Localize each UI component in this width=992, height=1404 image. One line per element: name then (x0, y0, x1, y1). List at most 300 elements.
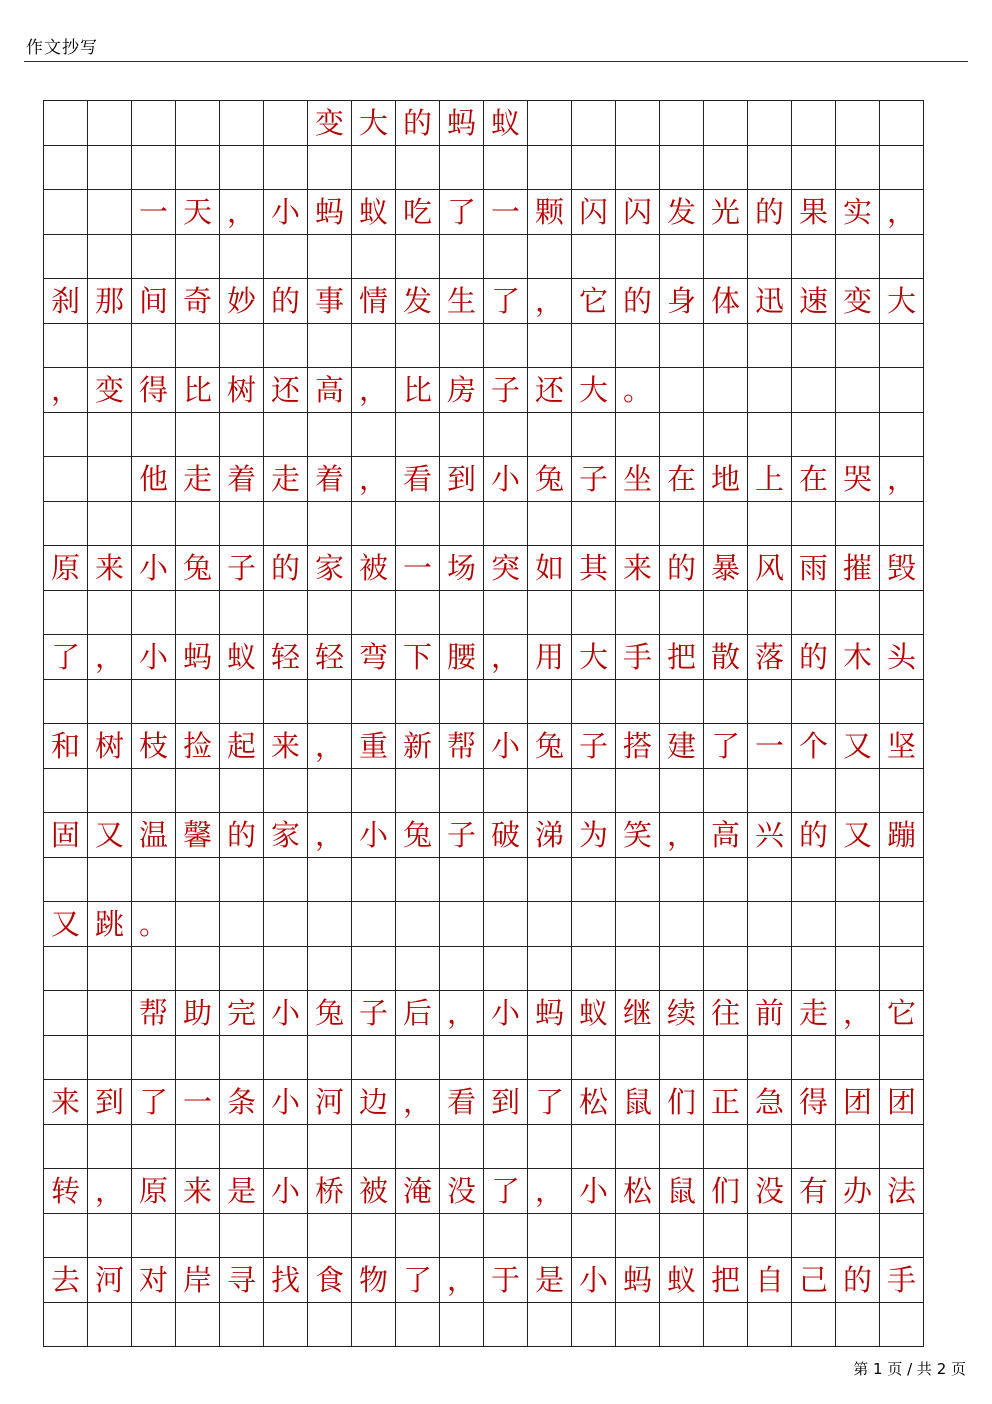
grid-cell (748, 502, 792, 546)
grid-cell: 食 (308, 1258, 352, 1303)
grid-cell (220, 235, 264, 279)
grid-spacer-row (44, 947, 924, 991)
grid-cell (660, 324, 704, 368)
grid-cell (572, 902, 616, 947)
grid-cell (396, 947, 440, 991)
grid-spacer-row (44, 413, 924, 457)
grid-cell (616, 947, 660, 991)
grid-cell (264, 1214, 308, 1258)
grid-cell (660, 591, 704, 635)
grid-cell: 一 (176, 1080, 220, 1125)
grid-cell: 场 (440, 546, 484, 591)
grid-cell (484, 947, 528, 991)
grid-cell (132, 1303, 176, 1347)
grid-cell: ， (220, 190, 264, 235)
grid-cell (44, 769, 88, 813)
page-number: 第 1 页 / 共 2 页 (853, 1360, 966, 1378)
grid-cell (704, 902, 748, 947)
grid-cell (748, 324, 792, 368)
grid-cell (88, 190, 132, 235)
grid-spacer-row (44, 324, 924, 368)
grid-cell (792, 324, 836, 368)
grid-cell: 果 (792, 190, 836, 235)
grid-cell (220, 1036, 264, 1080)
grid-cell: 还 (264, 368, 308, 413)
grid-cell: 固 (44, 813, 88, 858)
grid-cell (484, 1303, 528, 1347)
grid-cell: 的 (220, 813, 264, 858)
grid-cell: 为 (572, 813, 616, 858)
grid-cell: 高 (308, 368, 352, 413)
grid-cell: 下 (396, 635, 440, 680)
grid-cell: ， (880, 457, 924, 502)
grid-cell: 往 (704, 991, 748, 1036)
grid-cell (484, 1125, 528, 1169)
grid-cell (572, 502, 616, 546)
grid-cell: 笑 (616, 813, 660, 858)
grid-cell (440, 324, 484, 368)
grid-cell: 子 (572, 724, 616, 769)
grid-cell (660, 413, 704, 457)
grid-cell (616, 1036, 660, 1080)
grid-cell (440, 769, 484, 813)
grid-cell (88, 413, 132, 457)
grid-cell (352, 413, 396, 457)
grid-cell: 的 (660, 546, 704, 591)
grid-cell: 小 (132, 635, 176, 680)
grid-cell (880, 902, 924, 947)
grid-cell: 己 (792, 1258, 836, 1303)
grid-cell (396, 902, 440, 947)
grid-cell (88, 1036, 132, 1080)
grid-text-row (44, 635, 924, 680)
grid-cell: 走 (264, 457, 308, 502)
grid-cell (836, 368, 880, 413)
grid-cell (396, 324, 440, 368)
grid-cell (88, 680, 132, 724)
grid-text-row (44, 1080, 924, 1125)
grid-cell: 来 (44, 1080, 88, 1125)
grid-cell (396, 1214, 440, 1258)
grid-cell (704, 146, 748, 190)
grid-cell: 前 (748, 991, 792, 1036)
grid-cell (440, 947, 484, 991)
grid-cell: 闪 (616, 190, 660, 235)
grid-cell (616, 413, 660, 457)
grid-cell (616, 1125, 660, 1169)
grid-cell (836, 591, 880, 635)
grid-cell (704, 591, 748, 635)
grid-cell (704, 368, 748, 413)
grid-cell (220, 1125, 264, 1169)
grid-cell: 迅 (748, 279, 792, 324)
grid-cell: 个 (792, 724, 836, 769)
grid-cell: 河 (308, 1080, 352, 1125)
grid-cell (44, 858, 88, 902)
grid-cell (660, 502, 704, 546)
grid-cell: 的 (792, 813, 836, 858)
grid-cell (88, 457, 132, 502)
grid-cell: 手 (880, 1258, 924, 1303)
grid-cell (880, 858, 924, 902)
grid-cell (176, 1036, 220, 1080)
grid-cell (792, 146, 836, 190)
grid-cell (220, 947, 264, 991)
grid-cell: 搭 (616, 724, 660, 769)
grid-cell: 他 (132, 457, 176, 502)
grid-cell: 条 (220, 1080, 264, 1125)
grid-cell: 坚 (880, 724, 924, 769)
grid-cell: 后 (396, 991, 440, 1036)
grid-cell: 其 (572, 546, 616, 591)
grid-cell (836, 858, 880, 902)
grid-cell: 兔 (396, 813, 440, 858)
grid-cell (132, 1036, 176, 1080)
grid-cell: 到 (88, 1080, 132, 1125)
grid-cell: 寻 (220, 1258, 264, 1303)
grid-cell (264, 591, 308, 635)
grid-cell: 原 (132, 1169, 176, 1214)
grid-cell: ， (440, 1258, 484, 1303)
grid-cell (220, 146, 264, 190)
grid-cell (264, 769, 308, 813)
grid-cell: 闪 (572, 190, 616, 235)
grid-cell: 桥 (308, 1169, 352, 1214)
grid-cell: 的 (396, 101, 440, 146)
grid-cell (132, 591, 176, 635)
grid-cell: 蚁 (352, 190, 396, 235)
grid-cell: 原 (44, 546, 88, 591)
grid-cell (484, 769, 528, 813)
grid-cell: 坐 (616, 457, 660, 502)
grid-text-row (44, 190, 924, 235)
grid-cell (440, 413, 484, 457)
grid-cell (352, 1125, 396, 1169)
grid-cell (880, 101, 924, 146)
grid-cell (660, 235, 704, 279)
grid-cell (264, 324, 308, 368)
grid-cell (792, 769, 836, 813)
grid-cell (88, 1214, 132, 1258)
grid-cell (528, 902, 572, 947)
grid-cell: 小 (572, 1258, 616, 1303)
grid-cell (220, 1214, 264, 1258)
grid-cell (132, 235, 176, 279)
grid-cell: 又 (836, 813, 880, 858)
grid-cell (88, 947, 132, 991)
grid-cell (440, 858, 484, 902)
grid-cell (880, 146, 924, 190)
grid-cell (176, 1303, 220, 1347)
grid-cell (132, 324, 176, 368)
grid-cell (748, 769, 792, 813)
grid-cell (44, 502, 88, 546)
grid-cell (616, 858, 660, 902)
grid-cell: 如 (528, 546, 572, 591)
grid-cell (660, 680, 704, 724)
grid-cell: 得 (792, 1080, 836, 1125)
grid-cell (528, 324, 572, 368)
grid-cell (704, 413, 748, 457)
grid-cell (88, 235, 132, 279)
grid-cell (88, 591, 132, 635)
grid-cell (132, 680, 176, 724)
grid-cell: 速 (792, 279, 836, 324)
grid-cell: 继 (616, 991, 660, 1036)
grid-cell: 还 (528, 368, 572, 413)
grid-cell (704, 1036, 748, 1080)
grid-cell (132, 413, 176, 457)
grid-cell (572, 413, 616, 457)
grid-cell: 一 (132, 190, 176, 235)
grid-cell (704, 502, 748, 546)
grid-cell: 树 (220, 368, 264, 413)
grid-cell (616, 680, 660, 724)
grid-cell: 的 (836, 1258, 880, 1303)
grid-cell (220, 1303, 264, 1347)
grid-cell (748, 902, 792, 947)
grid-cell (660, 1125, 704, 1169)
grid-cell (176, 101, 220, 146)
grid-cell (792, 368, 836, 413)
grid-cell (264, 1125, 308, 1169)
grid-cell: ， (88, 1169, 132, 1214)
grid-cell (484, 413, 528, 457)
grid-cell (572, 947, 616, 991)
grid-cell (308, 413, 352, 457)
grid-cell: 蚁 (484, 101, 528, 146)
grid-cell: 把 (704, 1258, 748, 1303)
grid-cell: 变 (308, 101, 352, 146)
grid-cell (440, 1214, 484, 1258)
grid-spacer-row (44, 146, 924, 190)
grid-cell: 家 (264, 813, 308, 858)
grid-cell: 刹 (44, 279, 88, 324)
grid-cell: 轻 (308, 635, 352, 680)
grid-cell (660, 1214, 704, 1258)
grid-cell: 变 (836, 279, 880, 324)
grid-cell (176, 1125, 220, 1169)
grid-cell (308, 902, 352, 947)
grid-cell: 有 (792, 1169, 836, 1214)
grid-cell: 小 (484, 991, 528, 1036)
grid-cell (308, 769, 352, 813)
grid-cell (264, 902, 308, 947)
grid-cell: 变 (88, 368, 132, 413)
grid-cell: 发 (396, 279, 440, 324)
grid-cell (396, 680, 440, 724)
grid-cell (528, 947, 572, 991)
grid-cell (264, 1303, 308, 1347)
grid-cell (220, 413, 264, 457)
grid-cell: 们 (660, 1080, 704, 1125)
grid-cell: 走 (792, 991, 836, 1036)
grid-cell: 找 (264, 1258, 308, 1303)
grid-cell: 跳 (88, 902, 132, 947)
grid-cell (440, 680, 484, 724)
grid-cell (44, 1214, 88, 1258)
grid-cell (836, 769, 880, 813)
grid-cell (88, 146, 132, 190)
grid-cell: 大 (572, 368, 616, 413)
grid-cell (704, 1125, 748, 1169)
grid-cell: 小 (264, 1169, 308, 1214)
grid-cell: 蚁 (572, 991, 616, 1036)
grid-cell: 它 (880, 991, 924, 1036)
grid-cell: 了 (484, 1169, 528, 1214)
grid-cell: 小 (264, 1080, 308, 1125)
grid-cell (792, 235, 836, 279)
grid-cell: 木 (836, 635, 880, 680)
grid-cell: 在 (660, 457, 704, 502)
grid-cell (660, 902, 704, 947)
grid-cell (44, 680, 88, 724)
grid-cell (308, 324, 352, 368)
grid-cell: ， (396, 1080, 440, 1125)
grid-cell (792, 902, 836, 947)
grid-cell: 它 (572, 279, 616, 324)
grid-cell: 的 (792, 635, 836, 680)
grid-cell (660, 947, 704, 991)
grid-cell: 自 (748, 1258, 792, 1303)
grid-cell: 妙 (220, 279, 264, 324)
grid-cell (440, 146, 484, 190)
grid-cell: 团 (836, 1080, 880, 1125)
grid-cell (396, 858, 440, 902)
grid-cell: 地 (704, 457, 748, 502)
grid-cell (264, 680, 308, 724)
grid-cell: 用 (528, 635, 572, 680)
grid-spacer-row (44, 1303, 924, 1347)
grid-cell (704, 324, 748, 368)
grid-cell: 转 (44, 1169, 88, 1214)
grid-cell: 的 (264, 546, 308, 591)
grid-cell (308, 1036, 352, 1080)
grid-cell (616, 1214, 660, 1258)
grid-cell (704, 1214, 748, 1258)
grid-cell (880, 1125, 924, 1169)
grid-cell (528, 1125, 572, 1169)
grid-cell: 团 (880, 1080, 924, 1125)
grid-cell: 小 (132, 546, 176, 591)
grid-cell (176, 502, 220, 546)
grid-text-row (44, 279, 924, 324)
grid-cell (176, 902, 220, 947)
grid-cell (308, 146, 352, 190)
grid-cell: 大 (352, 101, 396, 146)
grid-cell: 子 (352, 991, 396, 1036)
grid-cell: 被 (352, 546, 396, 591)
grid-cell (88, 324, 132, 368)
grid-cell: 被 (352, 1169, 396, 1214)
grid-cell (792, 413, 836, 457)
grid-cell (396, 502, 440, 546)
grid-cell (44, 1036, 88, 1080)
grid-cell (484, 1036, 528, 1080)
grid-cell: 颗 (528, 190, 572, 235)
grid-cell (440, 591, 484, 635)
grid-cell: 对 (132, 1258, 176, 1303)
page-header-label: 作文抄写 (26, 38, 98, 58)
grid-cell (880, 947, 924, 991)
grid-cell (264, 413, 308, 457)
grid-cell (44, 235, 88, 279)
grid-cell: 奇 (176, 279, 220, 324)
grid-cell (880, 1036, 924, 1080)
grid-cell (528, 858, 572, 902)
grid-cell (352, 680, 396, 724)
grid-cell: ， (44, 368, 88, 413)
grid-cell: 帮 (440, 724, 484, 769)
grid-cell: 鼠 (660, 1169, 704, 1214)
grid-cell (572, 101, 616, 146)
grid-cell (220, 680, 264, 724)
grid-cell: ， (484, 635, 528, 680)
grid-cell (528, 591, 572, 635)
grid-cell (880, 1214, 924, 1258)
grid-cell: 松 (616, 1169, 660, 1214)
grid-cell (572, 1125, 616, 1169)
grid-cell (264, 947, 308, 991)
grid-cell (748, 591, 792, 635)
grid-cell (572, 680, 616, 724)
grid-cell (660, 101, 704, 146)
grid-spacer-row (44, 680, 924, 724)
grid-cell (220, 858, 264, 902)
grid-text-row (44, 546, 924, 591)
grid-cell: 摧 (836, 546, 880, 591)
grid-cell (308, 680, 352, 724)
grid-cell (484, 591, 528, 635)
grid-cell: 蚂 (176, 635, 220, 680)
grid-cell (88, 502, 132, 546)
grid-cell: 又 (88, 813, 132, 858)
grid-cell (836, 235, 880, 279)
grid-cell (880, 769, 924, 813)
grid-cell (748, 1303, 792, 1347)
grid-spacer-row (44, 858, 924, 902)
grid-cell: 帮 (132, 991, 176, 1036)
grid-cell (572, 146, 616, 190)
grid-cell (748, 858, 792, 902)
grid-cell: 们 (704, 1169, 748, 1214)
grid-cell: 没 (748, 1169, 792, 1214)
grid-cell: 头 (880, 635, 924, 680)
grid-cell (748, 1125, 792, 1169)
grid-cell (88, 1303, 132, 1347)
grid-cell: 于 (484, 1258, 528, 1303)
grid-cell (616, 902, 660, 947)
grid-cell: 到 (484, 1080, 528, 1125)
grid-cell (396, 1036, 440, 1080)
grid-cell (660, 1303, 704, 1347)
grid-cell (748, 101, 792, 146)
grid-cell (616, 1303, 660, 1347)
grid-cell (880, 680, 924, 724)
grid-cell: 散 (704, 635, 748, 680)
grid-cell (484, 502, 528, 546)
grid-cell (836, 324, 880, 368)
grid-cell: 办 (836, 1169, 880, 1214)
grid-cell (132, 146, 176, 190)
grid-cell (308, 591, 352, 635)
grid-cell (704, 680, 748, 724)
grid-cell (352, 591, 396, 635)
grid-spacer-row (44, 1214, 924, 1258)
grid-cell (176, 235, 220, 279)
grid-cell: 了 (132, 1080, 176, 1125)
grid-cell (132, 1125, 176, 1169)
